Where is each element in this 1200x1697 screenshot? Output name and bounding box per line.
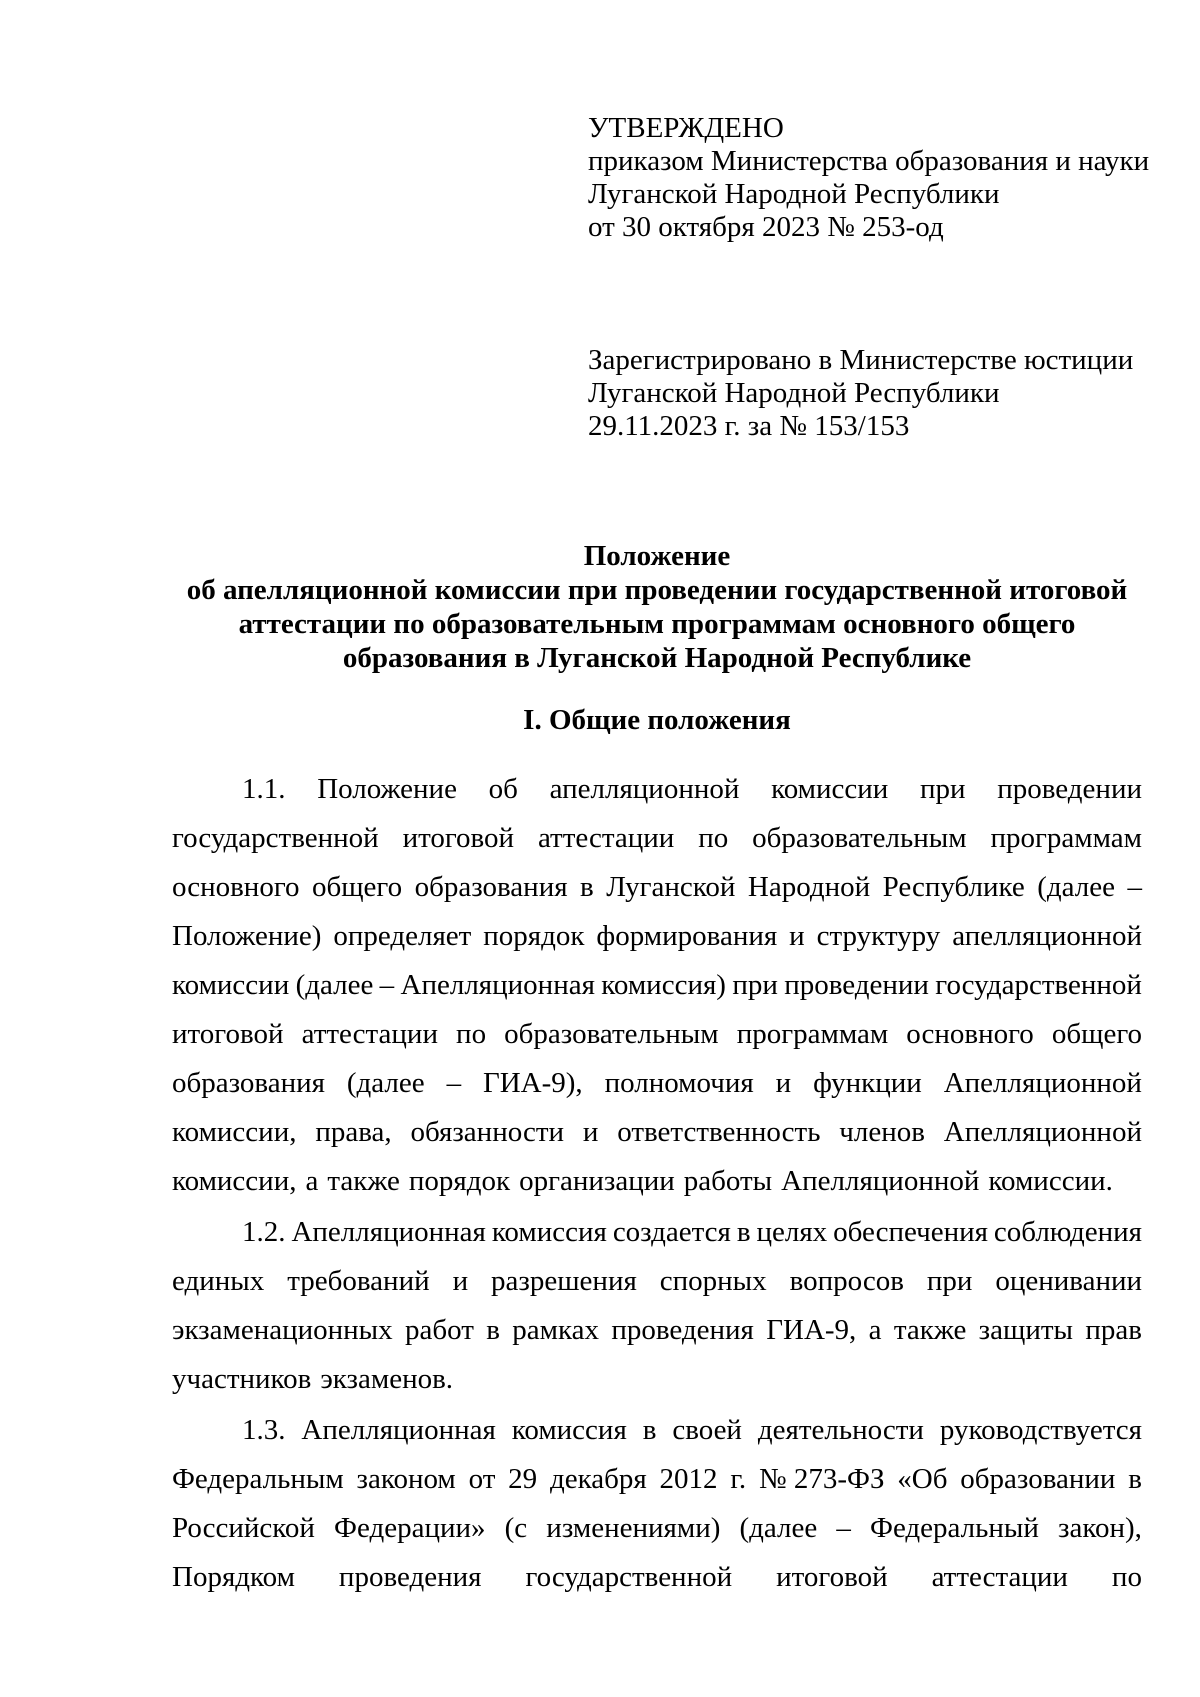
word: ГИА-9, [766, 1314, 857, 1346]
word: в [486, 1314, 500, 1346]
approval-line: Луганской Народной Республики [588, 178, 1000, 210]
word: в [580, 871, 594, 903]
word: структуру [816, 920, 941, 952]
word: по [698, 822, 729, 854]
title-line: образования в Луганской Народной Республике [342, 642, 972, 674]
word: итоговой [172, 1018, 284, 1050]
word: 2012 [659, 1463, 718, 1495]
word: образования [172, 1067, 325, 1099]
word: по [456, 1018, 487, 1050]
word: оценивании [995, 1265, 1142, 1297]
text-line [172, 1010, 1142, 1059]
word: формирования [596, 920, 778, 952]
word: комиссии [771, 773, 889, 805]
word: по [1111, 1561, 1142, 1593]
text-line [172, 1355, 1142, 1404]
word: проведении [997, 773, 1142, 805]
word: образовательным [752, 822, 967, 854]
word: также [327, 1165, 400, 1197]
word: Луганской [606, 871, 736, 903]
word: Апелляционная [400, 969, 595, 1001]
text-line [172, 1208, 1142, 1257]
word: основного [906, 1018, 1034, 1050]
word: Апелляционной [943, 1067, 1142, 1099]
word: комиссия [511, 1414, 627, 1446]
word: в [1128, 1463, 1142, 1495]
word: государственной [935, 969, 1142, 1001]
word: Положение [317, 773, 457, 805]
registration-line: 29.11.2023 г. за № 153/153 [588, 410, 910, 442]
word: апелляционной [549, 773, 740, 805]
word: участников [172, 1363, 312, 1395]
word: 1.3. [242, 1414, 286, 1446]
word: итоговой [402, 822, 515, 854]
word: своей [672, 1414, 742, 1446]
word: прав [1085, 1314, 1142, 1346]
word: создается [612, 1216, 731, 1248]
word: итоговой [776, 1561, 888, 1593]
word: 1.1. [242, 773, 286, 805]
paragraph [172, 1406, 1142, 1602]
word: государственной [172, 822, 379, 854]
word: порядок [408, 1165, 511, 1197]
text-line [172, 1306, 1142, 1355]
text-line [172, 1157, 1142, 1206]
word: «Об [897, 1463, 948, 1495]
word: и [789, 920, 805, 952]
word: экзаменационных [172, 1314, 393, 1346]
word: (далее [295, 969, 374, 1001]
paragraph [172, 765, 1142, 1206]
word: Федерации» [334, 1512, 486, 1544]
word: в [736, 1216, 751, 1248]
word: вопросов [789, 1265, 904, 1297]
word: комиссии, [172, 1116, 297, 1148]
word: образовании [960, 1463, 1116, 1495]
text-line [172, 1257, 1142, 1306]
word: – [1127, 871, 1142, 903]
word: – [379, 969, 395, 1001]
word: обязанности [410, 1116, 565, 1148]
word: образовательным [504, 1018, 719, 1050]
text-line [172, 1504, 1142, 1553]
word: – [836, 1512, 851, 1544]
word: закон), [1058, 1512, 1142, 1544]
word: (с [504, 1512, 528, 1544]
word: рамках [512, 1314, 600, 1346]
word: аттестации [301, 1018, 438, 1050]
word: Федеральный [870, 1512, 1039, 1544]
word: членов [839, 1116, 925, 1148]
word: соблюдения [993, 1216, 1142, 1248]
word: декабря [549, 1463, 647, 1495]
word: комиссии [172, 969, 290, 1001]
word: изменениями) [546, 1512, 721, 1544]
section-heading: I. Общие положения [523, 704, 791, 736]
word: комиссии, [172, 1165, 297, 1197]
word: общего [311, 871, 403, 903]
text-line [172, 1059, 1142, 1108]
word: (далее [1037, 871, 1116, 903]
word: комиссия) [601, 969, 726, 1001]
word: проведения [611, 1314, 754, 1346]
word: программам [990, 822, 1142, 854]
word: об [488, 773, 518, 805]
registration-stamp [588, 344, 1133, 443]
body-text [172, 765, 1142, 1602]
word: комиссия [491, 1216, 607, 1248]
word: (далее [346, 1067, 425, 1099]
word: порядок [483, 920, 585, 952]
word: а [305, 1165, 319, 1197]
word: законом [356, 1463, 456, 1495]
paragraph [172, 1208, 1142, 1404]
word: № 273-ФЗ [758, 1463, 885, 1495]
word: апелляционной [952, 920, 1142, 952]
word: комиссии. [988, 1165, 1113, 1197]
word: руководствуется [939, 1414, 1142, 1446]
word: от [468, 1463, 496, 1495]
word: общего [1051, 1018, 1142, 1050]
word: при [926, 1265, 973, 1297]
word: проведении [784, 969, 929, 1001]
text-line [172, 1108, 1142, 1157]
registration-line: Луганской Народной Республики [588, 377, 1000, 409]
word: при [732, 969, 778, 1001]
word: Российской [172, 1512, 315, 1544]
word: и [452, 1265, 469, 1297]
word: (далее [739, 1512, 818, 1544]
text-line [172, 1406, 1142, 1455]
word: работ [405, 1314, 474, 1346]
word: – [446, 1067, 462, 1099]
word: функции [813, 1067, 922, 1099]
word: обеспечения [833, 1216, 988, 1248]
word: целях [756, 1216, 828, 1248]
word: работы [683, 1165, 773, 1197]
word: единых [172, 1265, 265, 1297]
text-line [172, 961, 1142, 1010]
word: Республике [882, 871, 1025, 903]
word: при [920, 773, 966, 805]
word: деятельности [757, 1414, 924, 1446]
word: спорных [659, 1265, 767, 1297]
word: также [893, 1314, 967, 1346]
word: разрешения [491, 1265, 637, 1297]
word: права, [315, 1116, 392, 1148]
word: Апелляционная [291, 1216, 486, 1248]
word: определяет [333, 920, 472, 952]
word: Апелляционной [781, 1165, 980, 1197]
word: ГИА-9), [482, 1067, 583, 1099]
approval-line: приказом Министерства образования и науки [588, 145, 1150, 177]
word: экзаменов. [320, 1363, 454, 1395]
word: Порядком [172, 1561, 295, 1593]
text-line [172, 1553, 1142, 1602]
word: 29 [508, 1463, 538, 1495]
title-line: об апелляционной комиссии при проведении государственной итоговой [186, 574, 1128, 606]
word: Народной [747, 871, 871, 903]
word: проведения [338, 1561, 482, 1593]
word: требований [287, 1265, 430, 1297]
word: Положение) [172, 920, 322, 952]
text-line [172, 912, 1142, 961]
word: 1.2. [242, 1216, 286, 1248]
word: аттестации [537, 822, 675, 854]
word: защиты [978, 1314, 1074, 1346]
text-line [172, 814, 1142, 863]
title-line: Положение [583, 540, 731, 572]
word: ответственность [617, 1116, 821, 1148]
word: и [775, 1067, 792, 1099]
word: программам [736, 1018, 889, 1050]
text-line [172, 765, 1142, 814]
word: Апелляционная [301, 1414, 496, 1446]
text-line [172, 1455, 1142, 1504]
word: и [582, 1116, 599, 1148]
word: государственной [525, 1561, 733, 1593]
word: основного [172, 871, 300, 903]
approval-line: от 30 октября 2023 № 253-од [588, 211, 944, 243]
word: образования [414, 871, 568, 903]
approval-stamp [588, 112, 1149, 244]
word: в [642, 1414, 657, 1446]
word: г. [730, 1463, 747, 1495]
word: организации [519, 1165, 675, 1197]
registration-line: Зарегистрировано в Министерстве юстиции [588, 344, 1134, 376]
text-line [172, 863, 1142, 912]
word: Федеральным [172, 1463, 344, 1495]
word: Апелляционной [943, 1116, 1142, 1148]
approval-heading: УТВЕРЖДЕНО [588, 112, 784, 144]
document-title [172, 539, 1142, 675]
word: а [868, 1314, 882, 1346]
title-line: аттестации по образовательным программам основного общего [238, 608, 1076, 640]
word: аттестации [931, 1561, 1068, 1593]
word: полномочия [604, 1067, 754, 1099]
